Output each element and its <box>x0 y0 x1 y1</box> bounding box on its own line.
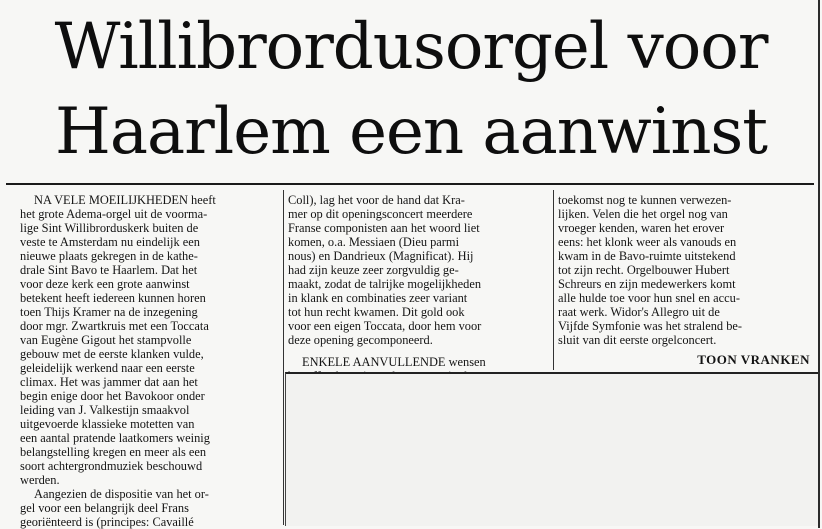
headline-line-2: Haarlem een aanwinst <box>55 95 767 169</box>
article-line: voor deze kerk een grote aanwinst <box>20 277 190 291</box>
article-line: toekomst nog te kunnen verwezen- <box>558 193 732 207</box>
article-line: deze opening gecomponeerd. <box>288 333 433 347</box>
page-edge <box>818 0 820 528</box>
article-line: ENKELE AANVULLENDE wensen <box>302 355 486 369</box>
article-line: Aangezien de dispositie van het or- <box>34 487 209 501</box>
article-line: had zijn keuze zeer zorgvuldig ge- <box>288 263 459 277</box>
article-line: lijken. Velen die het orgel nog van <box>558 207 728 221</box>
article-line: raat werk. Widor's Allegro uit de <box>558 305 720 319</box>
article-line: tot zijn recht. Orgelbouwer Hubert <box>558 263 730 277</box>
author-byline: TOON VRANKEN <box>697 352 810 367</box>
article-line: Vijfde Symfonie was het stralend be- <box>558 319 743 333</box>
article-line: belangstelling kregen en meer als een <box>20 445 207 459</box>
article-column-2 <box>288 193 550 383</box>
article-line: nieuwe plaats gekregen in de kathe- <box>20 249 198 263</box>
article-line: gel voor een belangrijk deel Frans <box>20 501 189 515</box>
article-line: voor een eigen Toccata, door hem voor <box>288 319 482 333</box>
article-line: eens: het klonk weer als vanouds en <box>558 235 737 249</box>
article-column-1 <box>20 193 282 529</box>
article-line: uitgevoerde klassieke motetten van <box>20 417 195 431</box>
article-line: komen, o.a. Messiaen (Dieu parmi <box>288 235 460 249</box>
article-line: maakt, zodat de talrijke mogelijkheden <box>288 277 482 291</box>
article-line: tot hun recht kwamen. Dit gold ook <box>288 305 465 319</box>
article-line: soort achtergrondmuziek beschouwd <box>20 459 203 473</box>
article-column-3 <box>558 193 812 347</box>
article-line: Franse componisten aan het woord liet <box>288 221 480 235</box>
article-line: nous) en Dandrieux (Magnificat). Hij <box>288 249 474 263</box>
article-line: betekent heeft iedereen kunnen horen <box>20 291 206 305</box>
article-line: sluit van dit eerste orgelconcert. <box>558 333 717 347</box>
blank-lower-area <box>285 372 818 526</box>
headline-rule <box>6 183 814 185</box>
article-line: een aantal pratende laatkomers weinig <box>20 431 210 445</box>
article-line: het grote Adema-orgel uit de voorma- <box>20 207 208 221</box>
article-line: gebouw met de eerste klanken vulde, <box>20 347 204 361</box>
article-line: kwam in de Bavo-ruimte uitstekend <box>558 249 736 263</box>
article-line: georiënteerd is (principes: Cavaillé <box>20 515 194 529</box>
article-line: leiding van J. Valkestijn smaakvol <box>20 403 190 417</box>
article-line: climax. Het was jammer dat aan het <box>20 375 198 389</box>
article-line: Coll), lag het voor de hand dat Kra- <box>288 193 465 207</box>
article-line: drale Sint Bavo te Haarlem. Dat het <box>20 263 198 277</box>
article-line: geleidelijk werkend naar een eerste <box>20 361 195 375</box>
article-line: in klank en combinaties zeer variant <box>288 291 468 305</box>
headline-line-1: Willibrordusorgel voor <box>54 10 768 84</box>
article-line: alle hulde toe voor hun snel en accu- <box>558 291 741 305</box>
article-line: toen Thijs Kramer na de inzegening <box>20 305 198 319</box>
column-divider-2 <box>553 190 554 370</box>
article-line: begin enige door het Bavokoor onder <box>20 389 205 403</box>
article-line: NA VELE MOEILIJKHEDEN heeft <box>34 193 216 207</box>
article-line: veste te Amsterdam nu eindelijk een <box>20 235 200 249</box>
article-line: van Eugène Gigout het stampvolle <box>20 333 192 347</box>
article-line: door mgr. Zwartkruis met een Toccata <box>20 319 209 333</box>
article-line: vroeger kenden, waren het erover <box>558 221 725 235</box>
article-line: Schreurs en zijn medewerkers komt <box>558 277 736 291</box>
article-line: lige Sint Willibrorduskerk buiten de <box>20 221 199 235</box>
article-line: mer op dit openingsconcert meerdere <box>288 207 473 221</box>
column-divider-1 <box>283 190 284 525</box>
article-line: werden. <box>20 473 60 487</box>
article-line <box>288 347 550 355</box>
